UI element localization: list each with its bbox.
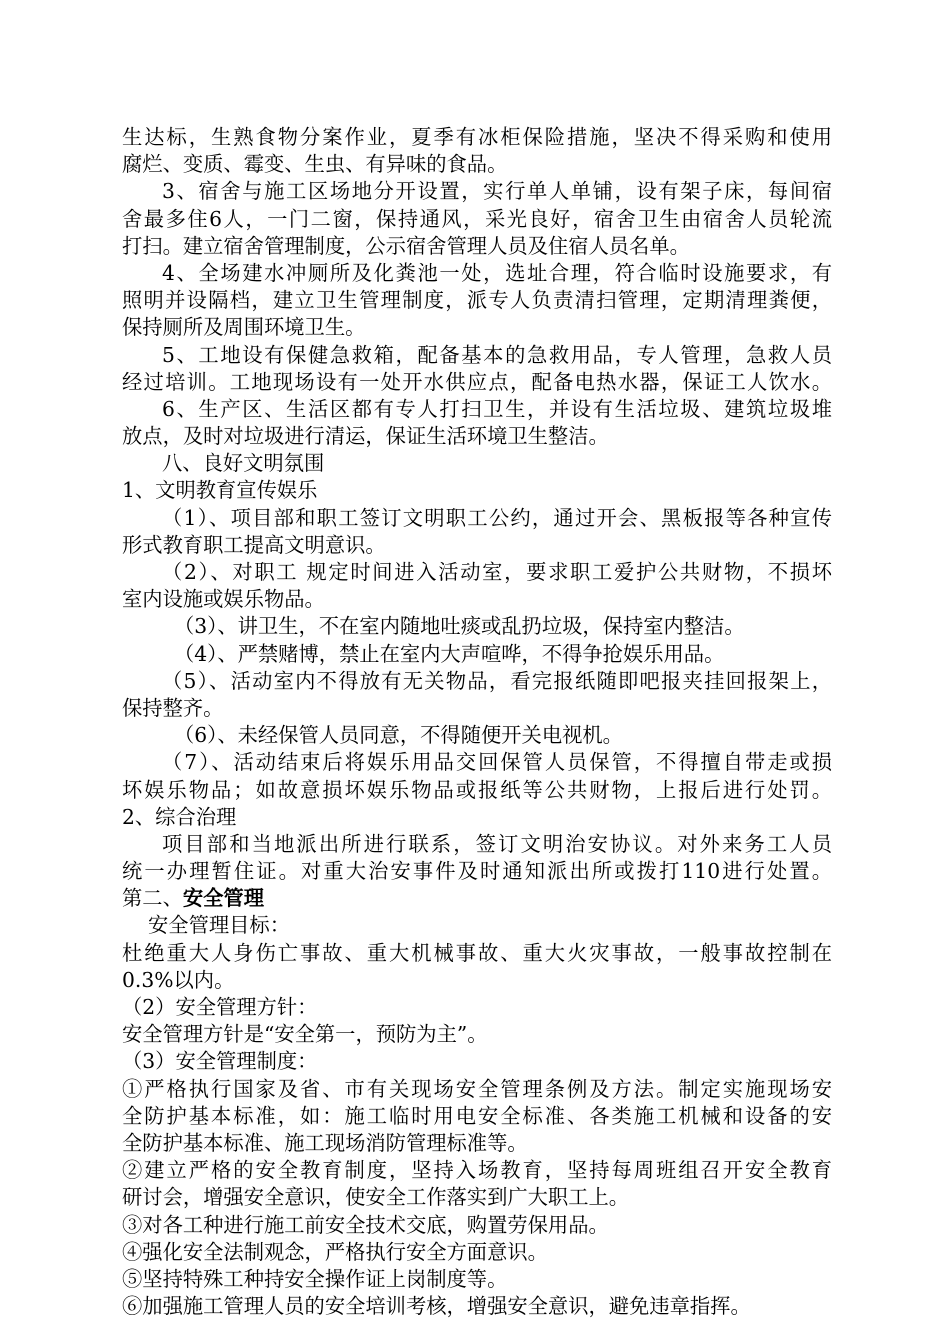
text-line-content: ⑤坚持特殊工种持安全操作证上岗制度等。 bbox=[122, 1266, 508, 1291]
text-line bbox=[122, 1103, 832, 1130]
text-line bbox=[122, 1266, 832, 1293]
text-line-content: 八、良好文明氛围 bbox=[162, 451, 325, 476]
text-line bbox=[122, 314, 832, 341]
text-line bbox=[122, 260, 832, 287]
text-line-content: ②建立严格的安全教育制度，坚持入场教育，坚持每周班组召开安全教育 bbox=[122, 1158, 832, 1183]
text-line bbox=[122, 1130, 832, 1157]
text-line-content: 室内设施或娱乐物品。 bbox=[122, 587, 325, 612]
text-line-content: 安全管理方针是“安全第一，预防为主”。 bbox=[122, 1022, 488, 1047]
text-line bbox=[122, 206, 832, 233]
text-line bbox=[122, 1212, 832, 1239]
text-line bbox=[122, 287, 832, 314]
text-line-content: （2）安全管理方针： bbox=[122, 995, 318, 1019]
text-line bbox=[122, 967, 832, 994]
text-line-content: ⑥加强施工管理人员的安全培训考核，增强安全意识，避免违章指挥。 bbox=[122, 1294, 751, 1319]
text-line bbox=[122, 1048, 832, 1075]
text-line-content: 3、宿舍与施工区场地分开设置，实行单人单铺，设有架子床，每间宿 bbox=[162, 179, 832, 204]
text-line bbox=[122, 124, 832, 151]
text-line bbox=[122, 940, 832, 967]
text-line bbox=[122, 641, 832, 668]
text-line-content: （5）、活动室内不得放有无关物品，看完报纸随即吧报夹挂回报架上， bbox=[162, 668, 832, 693]
text-line-content: （3）安全管理制度： bbox=[122, 1049, 318, 1074]
text-line-content: 4、全场建水冲厕所及化粪池一处，选址合理，符合临时设施要求，有 bbox=[162, 260, 832, 285]
text-line bbox=[122, 858, 832, 885]
text-line bbox=[122, 1021, 832, 1048]
text-line-content: 5、工地设有保健急救箱，配备基本的急救用品，专人管理，急救人员 bbox=[162, 342, 832, 367]
text-line bbox=[122, 178, 832, 205]
text-line bbox=[122, 505, 832, 532]
text-line bbox=[122, 1239, 832, 1266]
text-line bbox=[122, 1157, 832, 1184]
text-line-content: 腐烂、变质、霉变、生虫、有异味的食品。 bbox=[122, 152, 508, 177]
text-line-content: 放点，及时对垃圾进行清运，保证生活环境卫生整洁。 bbox=[122, 424, 609, 449]
text-line bbox=[122, 668, 832, 695]
text-line-content: 0.3%以内。 bbox=[122, 967, 235, 992]
text-line-content: 保持厕所及周围环境卫生。 bbox=[122, 315, 366, 340]
text-line bbox=[122, 450, 832, 477]
text-line-content: 形式教育职工提高文明意识。 bbox=[122, 532, 386, 557]
text-line-content: 坏娱乐物品；如故意损坏娱乐物品或报纸等公共财物，上报后进行处罚。 bbox=[122, 777, 832, 802]
text-line-content: （4）、严禁赌博，禁止在室内大声喧哗，不得争抢娱乐用品。 bbox=[174, 641, 725, 666]
text-line bbox=[122, 559, 832, 586]
text-line bbox=[122, 342, 832, 369]
text-line-content: 项目部和当地派出所进行联系，签订文明治安协议。对外来务工人员 bbox=[162, 831, 832, 856]
text-line-content: 打扫。建立宿舍管理制度，公示宿舍管理人员及住宿人员名单。 bbox=[122, 233, 690, 258]
text-line bbox=[122, 613, 832, 640]
text-line bbox=[122, 804, 832, 831]
text-line-content: 杜绝重大人身伤亡事故、重大机械事故、重大火灾事故，一般事故控制在 bbox=[122, 940, 832, 965]
text-line-content: （6）、未经保管人员同意，不得随便开关电视机。 bbox=[174, 723, 623, 748]
text-line-content: ③对各工种进行施工前安全技术交底，购置劳保用品。 bbox=[122, 1212, 609, 1237]
text-line bbox=[122, 1076, 832, 1103]
text-line-content: 安全管理目标： bbox=[148, 913, 290, 938]
text-line-content: 保持整齐。 bbox=[122, 695, 224, 720]
text-line-content: 全防护基本标准，如：施工临时用电安全标准、各类施工机械和设备的安 bbox=[122, 1103, 832, 1128]
text-line bbox=[122, 396, 832, 423]
text-line-content: 2、综合治理 bbox=[122, 804, 237, 829]
text-line-content: 照明并设隔档，建立卫生管理制度，派专人负责清扫管理，定期清理粪便， bbox=[122, 288, 832, 313]
text-line bbox=[122, 749, 832, 776]
text-line bbox=[122, 233, 832, 260]
document-body bbox=[122, 124, 832, 1320]
text-line bbox=[122, 912, 832, 939]
text-line-content: ④强化安全法制观念，严格执行安全方面意识。 bbox=[122, 1239, 548, 1264]
text-line-content: 舍最多住6人，一门二窗，保持通风，采光良好，宿舍卫生由宿舍人员轮流 bbox=[122, 206, 832, 231]
text-line-content: 1、文明教育宣传娱乐 bbox=[122, 478, 318, 503]
text-line bbox=[122, 777, 832, 804]
text-line-content: （7）、活动结束后将娱乐用品交回保管人员保管，不得擅自带走或损 bbox=[162, 750, 832, 775]
text-line-content: ①严格执行国家及省、市有关现场安全管理条例及方法。制定实施现场安 bbox=[122, 1076, 832, 1101]
text-line bbox=[122, 423, 832, 450]
text-line-content: （3）、讲卫生，不在室内随地吐痰或乱扔垃圾，保持室内整洁。 bbox=[174, 614, 745, 639]
text-line bbox=[122, 831, 832, 858]
text-line bbox=[122, 994, 832, 1021]
text-line-content: 统一办理暂住证。对重大治安事件及时通知派出所或拨打110进行处置。 bbox=[122, 859, 832, 884]
text-line-content: 全防护基本标准、施工现场消防管理标准等。 bbox=[122, 1130, 528, 1155]
text-line-content: （2）、对职工 规定时间进入活动室，要求职工爱护公共财物，不损坏 bbox=[162, 560, 832, 584]
text-line-content: 6、生产区、生活区都有专人打扫卫生，并设有生活垃圾、建筑垃圾堆 bbox=[162, 396, 832, 421]
text-line-content: 经过培训。工地现场设有一处开水供应点，配备电热水器，保证工人饮水。 bbox=[122, 369, 832, 394]
text-line bbox=[122, 586, 832, 613]
text-line bbox=[122, 1293, 832, 1320]
text-line bbox=[122, 477, 832, 504]
text-line bbox=[122, 532, 832, 559]
text-line bbox=[122, 722, 832, 749]
text-line bbox=[122, 1184, 832, 1211]
text-line-content: 研讨会，增强安全意识，使安全工作落实到广大职工上。 bbox=[122, 1185, 630, 1210]
text-line-content: （1）、项目部和职工签订文明职工公约，通过开会、黑板报等各种宣传 bbox=[162, 505, 832, 530]
text-line bbox=[122, 369, 832, 396]
text-line-content: 生达标，生熟食物分案作业，夏季有冰柜保险措施，坚决不得采购和使用 bbox=[122, 125, 832, 149]
text-line bbox=[122, 695, 832, 722]
text-line bbox=[122, 885, 832, 912]
text-line bbox=[122, 151, 832, 178]
text-line-content: 第二、 bbox=[122, 886, 183, 911]
section-heading: 安全管理 bbox=[182, 886, 264, 911]
